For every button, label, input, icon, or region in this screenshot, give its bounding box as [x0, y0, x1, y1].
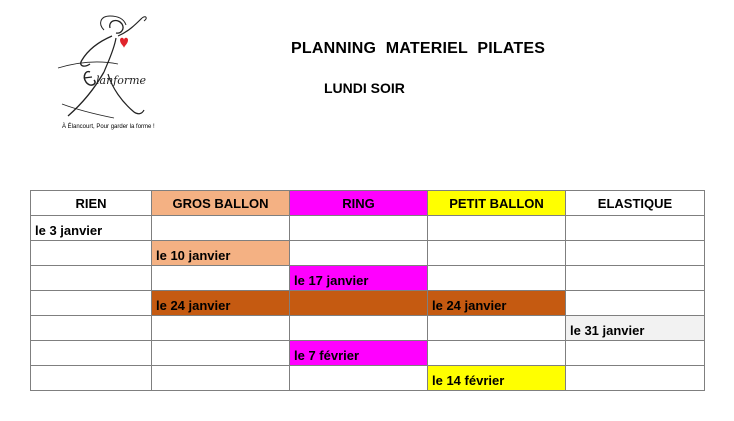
table-cell	[31, 291, 152, 316]
table-cell	[566, 291, 705, 316]
header-rien: RIEN	[31, 191, 152, 216]
page-title: PLANNING MATERIEL PILATES	[291, 40, 546, 57]
table-cell	[152, 266, 290, 291]
table-cell: le 31 janvier	[566, 316, 705, 341]
table-cell: le 24 janvier	[428, 291, 566, 316]
table-cell: le 10 janvier	[152, 241, 290, 266]
table-cell	[290, 316, 428, 341]
planning-table	[30, 190, 705, 391]
dancer-figure-icon	[38, 10, 173, 135]
table-cell	[152, 316, 290, 341]
table-cell	[290, 366, 428, 391]
table-row	[31, 216, 705, 241]
table-cell	[31, 266, 152, 291]
table-cell	[31, 316, 152, 341]
header-elastique: ELASTIQUE	[566, 191, 705, 216]
table-cell	[31, 366, 152, 391]
table-cell	[428, 241, 566, 266]
table-cell	[290, 241, 428, 266]
table-cell	[152, 216, 290, 241]
header-ring: RING	[290, 191, 428, 216]
table-row	[31, 316, 705, 341]
table-cell	[428, 341, 566, 366]
table-cell	[566, 366, 705, 391]
table-cell	[428, 216, 566, 241]
table-row	[31, 341, 705, 366]
table-cell	[290, 291, 428, 316]
table-cell	[566, 266, 705, 291]
table-cell: le 7 février	[290, 341, 428, 366]
table-row	[31, 366, 705, 391]
header-gros-ballon: GROS BALLON	[152, 191, 290, 216]
table-cell	[31, 341, 152, 366]
table-cell	[152, 366, 290, 391]
table-row	[31, 241, 705, 266]
logo-tagline: À Élancourt, Pour garder la forme !	[62, 124, 155, 130]
table-row	[31, 266, 705, 291]
table-cell: le 3 janvier	[31, 216, 152, 241]
table-cell	[152, 341, 290, 366]
table-cell	[428, 316, 566, 341]
table-cell: le 24 janvier	[152, 291, 290, 316]
table-cell	[566, 341, 705, 366]
table-cell	[31, 241, 152, 266]
table-cell: le 14 février	[428, 366, 566, 391]
table-cell: le 17 janvier	[290, 266, 428, 291]
table-row	[31, 291, 705, 316]
page-subtitle: LUNDI SOIR	[324, 80, 405, 96]
table-header-row	[31, 191, 705, 216]
elanforme-logo	[38, 10, 173, 135]
table-cell	[428, 266, 566, 291]
table-cell	[566, 216, 705, 241]
svg-text:lanforme: lanforme	[96, 74, 147, 87]
table-cell	[566, 241, 705, 266]
table-cell	[290, 216, 428, 241]
header-petit-ballon: PETIT BALLON	[428, 191, 566, 216]
